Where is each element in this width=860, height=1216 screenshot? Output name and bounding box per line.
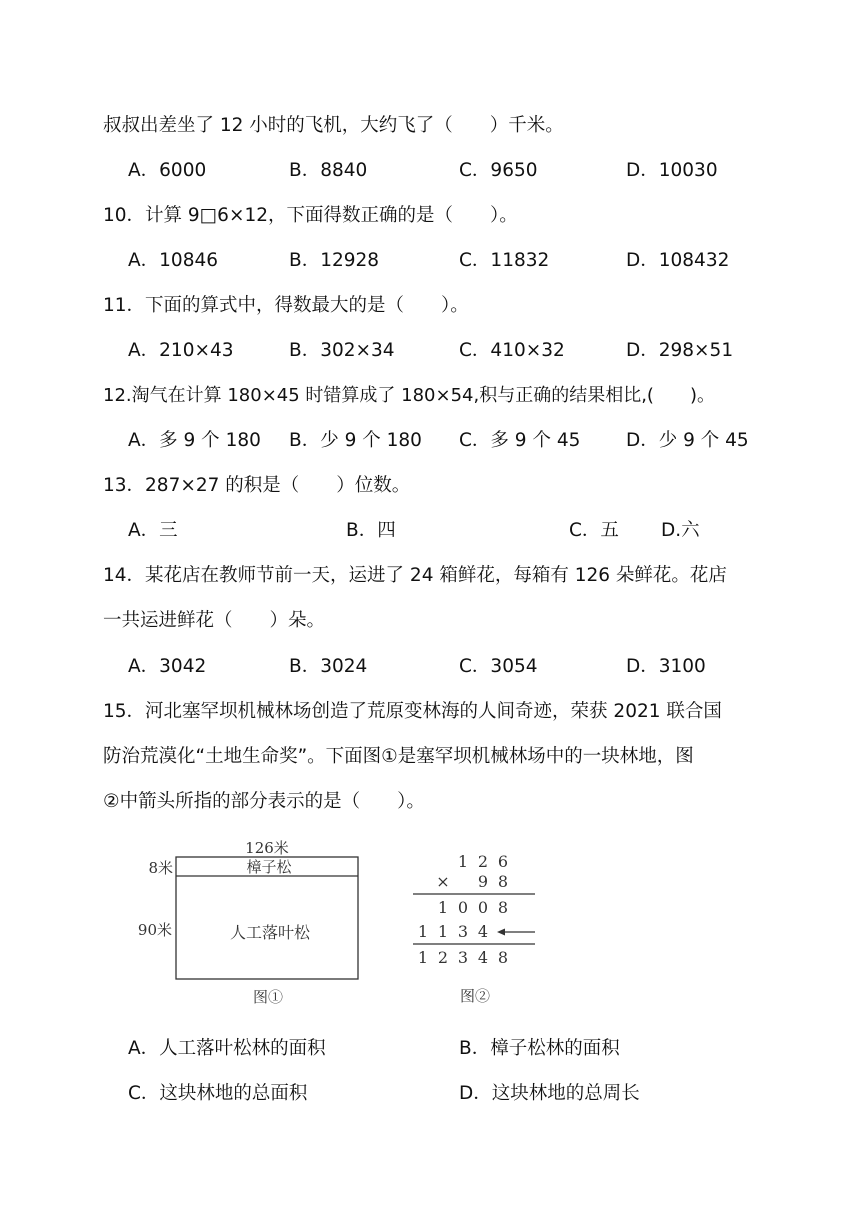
q9-option-d[interactable]: D．10030 <box>626 160 718 181</box>
fig2-r5-d1: 1 <box>417 948 429 967</box>
q12-option-d[interactable]: D．少 9 个 45 <box>626 430 749 451</box>
q12-option-b[interactable]: B．少 9 个 180 <box>289 430 422 451</box>
q9-option-b[interactable]: B．8840 <box>289 160 368 181</box>
fig2-r2-d1: 9 <box>477 872 489 891</box>
figure-1-diagram <box>120 830 420 1010</box>
fig2-r5-d5: 8 <box>497 948 509 967</box>
q14-option-a[interactable]: A．3042 <box>128 656 207 677</box>
question-10-text: 10．计算 9□6×12，下面得数正确的是（ ）。 <box>103 205 518 226</box>
fig2-r3-d1: 1 <box>437 898 449 917</box>
fig2-r5-d3: 3 <box>457 948 469 967</box>
q14-option-c[interactable]: C．3054 <box>459 656 538 677</box>
q10-option-a[interactable]: A．10846 <box>128 250 219 271</box>
question-9-text: 叔叔出差坐了 12 小时的飞机，大约飞了（ ）千米。 <box>103 115 564 136</box>
q12-option-c[interactable]: C．多 9 个 45 <box>459 430 581 451</box>
fig2-r2-d2: 8 <box>497 872 509 891</box>
fig1-top-region-label: 樟子松 <box>246 858 292 876</box>
q13-option-b[interactable]: B．四 <box>346 520 396 541</box>
q15-option-b[interactable]: B．樟子松林的面积 <box>459 1038 620 1059</box>
fig2-r3-d2: 0 <box>457 898 469 917</box>
q9-option-a[interactable]: A．6000 <box>128 160 207 181</box>
fig2-r4-d2: 1 <box>437 922 449 941</box>
q10-option-b[interactable]: B．12928 <box>289 250 380 271</box>
fig1-bottom-region-label: 人工落叶松 <box>229 923 311 942</box>
q13-option-d[interactable]: D.六 <box>661 520 700 541</box>
question-15-text-line1: 15．河北塞罕坝机械林场创造了荒原变林海的人间奇迹，荣获 2021 联合国 <box>103 701 722 722</box>
q12-option-a[interactable]: A．多 9 个 180 <box>128 430 261 451</box>
fig2-r5-d2: 2 <box>437 948 449 967</box>
fig2-r3-d4: 8 <box>497 898 509 917</box>
q11-option-a[interactable]: A．210×43 <box>128 340 234 361</box>
question-11-text: 11．下面的算式中，得数最大的是（ ）。 <box>103 295 469 316</box>
fig2-r5-d4: 4 <box>477 948 489 967</box>
q15-option-c[interactable]: C．这块林地的总面积 <box>128 1083 308 1104</box>
fig2-r3-d3: 0 <box>477 898 489 917</box>
q9-option-c[interactable]: C．9650 <box>459 160 538 181</box>
fig2-r4-d4: 4 <box>477 922 489 941</box>
question-12-text: 12.淘气在计算 180×45 时错算成了 180×54,积与正确的结果相比,( )。 <box>103 385 715 406</box>
q15-option-d[interactable]: D．这块林地的总周长 <box>459 1083 640 1104</box>
fig1-left-top-label: 8米 <box>148 859 173 877</box>
q13-option-a[interactable]: A．三 <box>128 520 178 541</box>
fig1-top-label: 126米 <box>245 839 289 857</box>
fig2-r4-d1: 1 <box>417 922 429 941</box>
fig1-caption: 图① <box>252 988 284 1006</box>
fig2-r1-d3: 6 <box>497 852 509 871</box>
fig2-caption: 图② <box>459 987 491 1005</box>
question-13-text: 13．287×27 的积是（ ）位数。 <box>103 475 411 496</box>
q14-option-b[interactable]: B．3024 <box>289 656 368 677</box>
fig2-r4-d3: 3 <box>457 922 469 941</box>
question-14-text-line1: 14．某花店在教师节前一天，运进了 24 箱鲜花，每箱有 126 朵鲜花。花店 <box>103 565 727 586</box>
fig2-r1-d1: 1 <box>457 852 469 871</box>
question-15-text-line2: 防治荒漠化“土地生命奖”。下面图①是塞罕坝机械林场中的一块林地，图 <box>103 746 694 767</box>
q10-option-d[interactable]: D．108432 <box>626 250 730 271</box>
q11-option-b[interactable]: B．302×34 <box>289 340 395 361</box>
fig1-left-bottom-label: 90米 <box>137 921 172 939</box>
fig2-multiply-sign: × <box>436 872 450 891</box>
q14-option-d[interactable]: D．3100 <box>626 656 706 677</box>
fig2-r1-d2: 2 <box>477 852 489 871</box>
q13-option-c[interactable]: C．五 <box>569 520 619 541</box>
q15-option-a[interactable]: A．人工落叶松林的面积 <box>128 1038 326 1059</box>
q10-option-c[interactable]: C．11832 <box>459 250 550 271</box>
figure-2-diagram <box>405 845 565 1025</box>
question-14-text-line2: 一共运进鲜花（ ）朵。 <box>103 610 326 631</box>
question-15-text-line3: ②中箭头所指的部分表示的是（ ）。 <box>103 791 425 812</box>
q11-option-d[interactable]: D．298×51 <box>626 340 734 361</box>
q11-option-c[interactable]: C．410×32 <box>459 340 565 361</box>
fig2-arrow-icon <box>497 929 535 936</box>
